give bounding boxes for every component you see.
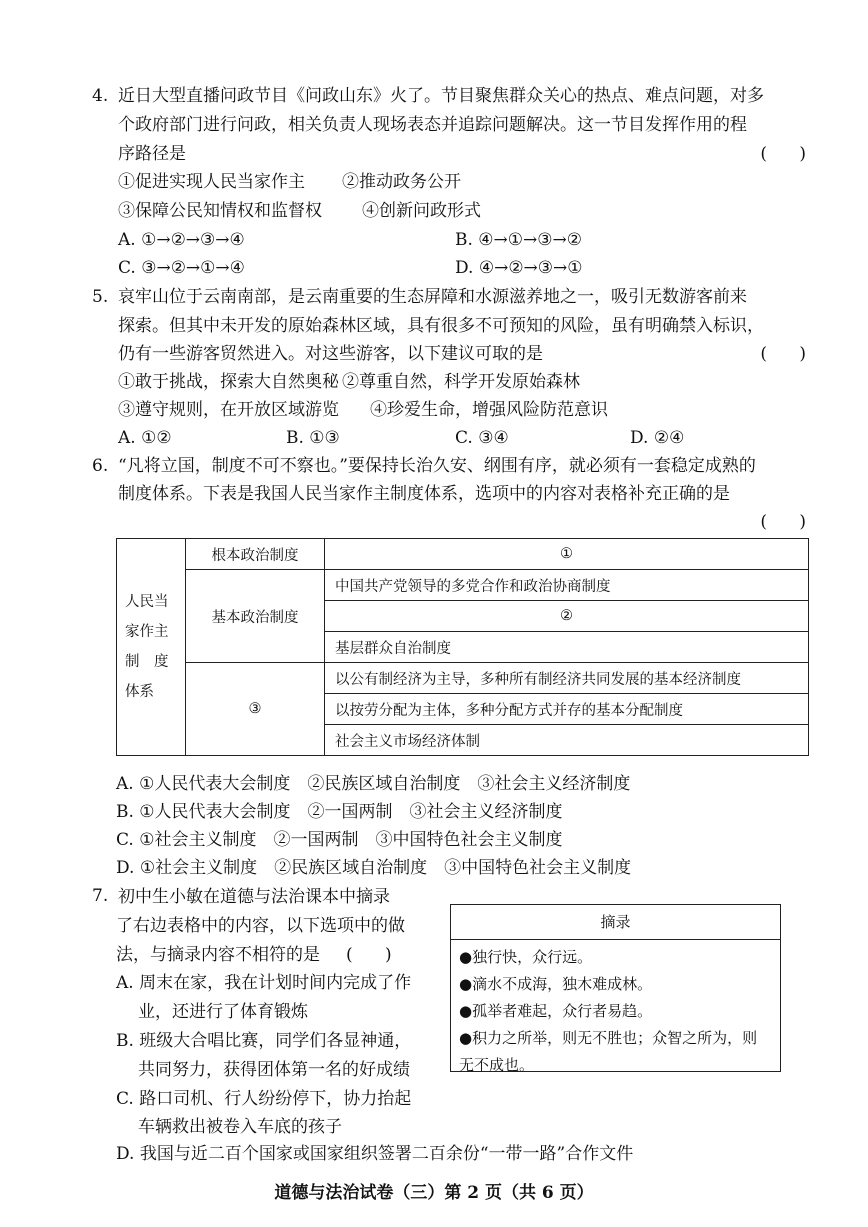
statement-item: ②尊重自然，科学开发原始森林 — [342, 372, 580, 392]
option-b: B. ①人民代表大会制度 ②一国两制 ③社会主义经济制度 — [116, 802, 563, 822]
question-stem-line: 初中生小敏在道德与法治课本中摘录 — [118, 887, 390, 907]
excerpt-item: ●滴水不成海，独木难成林。 — [459, 975, 653, 993]
table-cell: ① — [325, 539, 809, 570]
option-b: B. 班级大合唱比赛，同学们各显神通， — [116, 1031, 412, 1051]
table-cell: 中国共产党领导的多党合作和政治协商制度 — [325, 570, 809, 601]
statement-item: ①敢于挑战，探索大自然奥秘 — [118, 372, 339, 392]
statement-item: ②推动政务公开 — [342, 172, 461, 192]
table-category: ③ — [186, 663, 325, 756]
answer-paren: ( ) — [760, 344, 806, 364]
table-cell: ② — [325, 601, 809, 632]
option-d: D. ②④ — [630, 428, 685, 448]
table-row-head — [117, 539, 186, 756]
option-d: D. 我国与近二百个国家或国家组织签署二百余份“一带一路”合作文件 — [116, 1144, 634, 1164]
option-c-cont: 车辆救出被卷入车底的孩子 — [138, 1117, 342, 1137]
excerpt-item: ●独行快，众行远。 — [459, 948, 593, 966]
statement-item: ④创新问政形式 — [362, 201, 481, 221]
statement-item: ③遵守规则，在开放区域游览 — [118, 400, 339, 420]
option-b: B. ①③ — [286, 428, 340, 448]
row-head-line: 人民当 — [125, 594, 169, 610]
system-table — [116, 538, 809, 756]
statement-item: ①促进实现人民当家作主 — [118, 172, 305, 192]
table-category: 根本政治制度 — [186, 539, 325, 570]
question-number: 6. — [92, 456, 109, 476]
table-cell: 基层群众自治制度 — [325, 632, 809, 663]
excerpt-item: ●积力之所举，则无不胜也；众智之所为，则 — [459, 1029, 758, 1047]
question-stem-line: 序路径是 — [118, 144, 186, 164]
answer-paren: ( ) — [346, 945, 392, 965]
option-c: C. 路口司机、行人纷纷停下，协力抬起 — [116, 1089, 412, 1109]
excerpt-item: ●孤举者难起，众行者易趋。 — [459, 1002, 653, 1020]
question-stem-line: 制度体系。下表是我国人民当家作主制度体系，选项中的内容对表格补充正确的是 — [118, 484, 730, 504]
table-cell: 以按劳分配为主体，多种分配方式并存的基本分配制度 — [325, 694, 809, 725]
option-b-cont: 共同努力，获得团体第一名的好成绩 — [138, 1060, 410, 1080]
excerpt-box — [450, 904, 781, 1072]
option-b: B. ④→①→③→② — [455, 230, 582, 250]
option-a: A. ①人民代表大会制度 ②民族区域自治制度 ③社会主义经济制度 — [116, 774, 631, 794]
option-a: A. ①→②→③→④ — [118, 230, 245, 250]
excerpt-item: 无不成也。 — [459, 1056, 535, 1074]
option-c: C. ③→②→①→④ — [118, 258, 245, 278]
question-stem-line: 了右边表格中的内容，以下选项中的做 — [116, 916, 405, 936]
question-number: 5. — [92, 287, 109, 307]
question-stem-line: 仍有一些游客贸然进入。对这些游客，以下建议可取的是 — [118, 344, 543, 364]
question-number: 7. — [92, 886, 109, 906]
question-stem-line: 哀牢山位于云南南部，是云南重要的生态屏障和水源滋养地之一，吸引无数游客前来 — [118, 287, 747, 307]
row-head-line: 制 度 — [125, 654, 169, 670]
excerpt-title: 摘录 — [451, 905, 780, 940]
option-d: D. ④→②→③→① — [455, 258, 583, 278]
option-d: D. ①社会主义制度 ②民族区域自治制度 ③中国特色社会主义制度 — [116, 858, 632, 878]
option-a: A. ①② — [118, 428, 172, 448]
statement-item: ③保障公民知情权和监督权 — [118, 201, 322, 221]
question-stem-line: “凡将立国，制度不可不察也。”要保持长治久安、纲围有序，就必须有一套稳定成熟的 — [118, 456, 756, 476]
answer-paren: ( ) — [760, 144, 806, 164]
option-a-cont: 业，还进行了体育锻炼 — [138, 1002, 308, 1022]
row-head-line: 家作主 — [125, 624, 169, 640]
table-cell: 社会主义市场经济体制 — [325, 725, 809, 756]
option-a: A. 周末在家，我在计划时间内完成了作 — [116, 973, 412, 993]
option-c: C. ③④ — [455, 428, 509, 448]
question-stem-line: 近日大型直播问政节目《问政山东》火了。节目聚焦群众关心的热点、难点问题，对多 — [118, 86, 764, 106]
option-c: C. ①社会主义制度 ②一国两制 ③中国特色社会主义制度 — [116, 830, 563, 850]
question-stem-line: 探索。但其中未开发的原始森林区域，具有很多不可预知的风险，虽有明确禁入标识， — [118, 316, 764, 336]
table-category: 基本政治制度 — [186, 570, 325, 663]
statement-item: ④珍爱生命，增强风险防范意识 — [370, 400, 608, 420]
table-cell: 以公有制经济为主导，多种所有制经济共同发展的基本经济制度 — [325, 663, 809, 694]
row-head-line: 体系 — [125, 684, 154, 700]
answer-paren: ( ) — [760, 512, 806, 532]
question-stem-line: 法，与摘录内容不相符的是 — [116, 945, 320, 965]
page-footer: 道德与法治试卷（三）第 2 页（共 6 页） — [274, 1183, 594, 1203]
question-stem-line: 个政府部门进行问政，相关负责人现场表态并追踪问题解决。这一节目发挥作用的程 — [118, 115, 747, 135]
question-number: 4. — [92, 86, 109, 106]
